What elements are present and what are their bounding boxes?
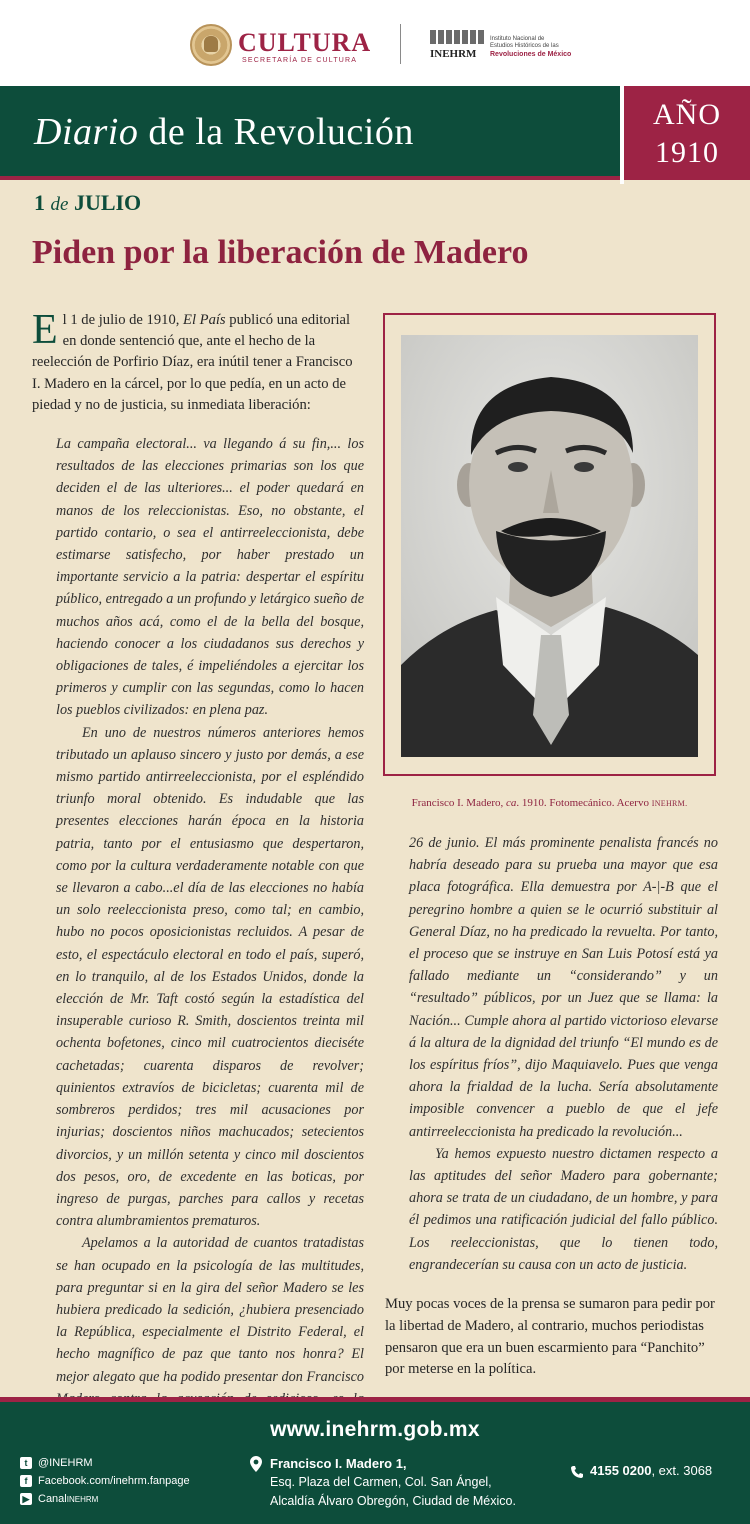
national-seal-icon xyxy=(190,24,232,66)
entry-date xyxy=(34,190,141,216)
youtube-link[interactable] xyxy=(20,1490,190,1508)
quote-paragraph-3: Apelamos a la autoridad de cuantos tratadistas se han ocupado en la psicología de las multitudes, para preguntar si en la gira del señor Madero se les hubiera predicado la sedición, ¿hubiera presenciado la República, especialmente el Distrito Federal, el hecho magnífico de paz que tanto nos honra? El mejor alegato que ha podido presentar don Francisco xyxy=(56,1235,364,1385)
phone-ext-prefix: , ext. 3068 xyxy=(651,1463,713,1478)
year-value: 1910 xyxy=(655,136,719,169)
quote-paragraph-4: 26 de junio. El más prominente penalista francés no habría deseado para su prueba una mayor que esa placa fotográfica. Ella demuestra por A-|-B que el peregrino hombre a quien se le ocurrió substituir al General Díaz, no ha predicado la revuelta. Por tanto, el proceso que se instruye en San Luis Potosí está ya fallado mediante un “considerando” y un “resultado” públicos, por un Juez que se llama: la Nación... Cumple ahora al partido victorioso elevarse á la altura de la dignidad del triunfo “El mundo es de los espíritus fríos”, dijo Maquiavelo. Pues que venga ahora la frialdad de la lucha. Sería absolutamente imposible convencer a pueblo de que el jefe antirreeleccionista ha predicado la revolución... xyxy=(409,835,718,1140)
closing-paragraph: Muy pocas voces de la prensa se sumaron para pedir por la libertad de Madero, al contrario, muchos periodistas pensaron que era un buen escarmiento para “Panchito” por meterse en la política. xyxy=(385,1296,715,1378)
inehrm-logo-line1: Instituto Nacional de xyxy=(490,36,545,42)
youtube-icon: ▶ xyxy=(20,1493,32,1505)
facebook-icon: f xyxy=(20,1475,32,1487)
address-line-3: Alcaldía Álvaro Obregón, Ciudad de México. xyxy=(270,1494,516,1508)
date-day: 1 xyxy=(34,190,45,215)
publication-title xyxy=(34,110,414,154)
quote-column-right xyxy=(409,832,718,1276)
intro-paragraph xyxy=(32,307,364,416)
inehrm-logo-word: INEHRM xyxy=(430,48,477,60)
twitter-link[interactable] xyxy=(20,1454,190,1472)
caption-text-2: . 1910. Fotomecánico. Acervo xyxy=(516,797,652,809)
facebook-url: Facebook.com/inehrm.fanpage xyxy=(38,1475,190,1487)
phone-icon xyxy=(570,1465,584,1479)
quote-column-left xyxy=(56,433,364,1432)
youtube-prefix: Canal xyxy=(38,1493,67,1505)
location-pin-icon xyxy=(250,1456,262,1472)
intro-text-2: publicó una editorial en donde sentenció que, ante el hecho de la reelección de Porfirio Díaz, era inútil tener a Francisco I. Madero en la cárcel, por lo que pedía, en un acto de piedad y no de justicia, su inmediata liberación: xyxy=(32,312,353,413)
publication-title-rest: de la Revolución xyxy=(138,111,414,153)
twitter-handle: @INEHRM xyxy=(38,1457,93,1469)
footer xyxy=(0,1402,750,1524)
address-line-1: Francisco I. Madero 1, xyxy=(270,1456,407,1471)
website-link[interactable]: www.inehrm.gob.mx xyxy=(270,1418,480,1441)
article-headline: Piden por la liberación de Madero xyxy=(32,234,529,271)
postal-address xyxy=(270,1454,516,1511)
facebook-link[interactable] xyxy=(20,1472,190,1490)
caption-ca: ca xyxy=(506,797,517,809)
quote-paragraph-5: Ya hemos expuesto nuestro dictamen respecto a las aptitudes del señor Madero para gobernante; ahora se trata de un ciudadano, de un hombre, y para él pedimos una ratificación judicial del fallo público. Los reeleccionistas, que lo tienen todo, engrandecerían su causa con un acto de justicia. xyxy=(409,1145,718,1273)
title-banner xyxy=(0,86,620,180)
date-month: JULIO xyxy=(73,190,142,215)
quote-paragraph-2: En uno de nuestros números anteriores hemos tributado un aplauso sincero y justo por demás, a ese mismo partido antirreeleccionista, por el espléndido triunfo moral obtenido. Es indudable que las presentes elecciones harán época en la historia patria, tanto por el entusiasmo que despertaron, como por la cultura verdaderamente notable con que se llevaron a cabo...el día de las elecciones no había un solo reeleccionista preso, como tal; en cambio, hubo no pocos oposicionistas recluidos. A pesar de esto, el espectáculo electoral en todo el país, superó, en lo tranquilo, al de los Estados Unidos, donde la elección de Mr. Taft costó según la estadística del insuperable curioso R. Smith, doscientos treinta mil ochenta bofetones, cinco mil cuatrocientos dieciséte cachetadas; cuarenta disparos de revolver; quinientos extravíos de bicicletas; cuarenta mil de sombreros perdidos; tres mil acusaciones por injurias; doscientos niños machucados; setecientos divorcios, y un millón setenta y cinco mil doscientos dos pesos, oro, de excedente en las boticas, por ingreso de purgas, parches para callos y recetas contra alumbramientos prematuros. xyxy=(56,724,364,1230)
intro-newspaper-name: El País xyxy=(183,312,226,328)
logo-divider xyxy=(400,24,401,64)
year-badge xyxy=(624,86,750,180)
inehrm-logo-line2: Estudios Históricos de las xyxy=(490,43,559,49)
inehrm-logo-line3: Revoluciones de México xyxy=(490,51,572,58)
address-line-2: Esq. Plaza del Carmen, Col. San Ángel, xyxy=(270,1475,492,1489)
social-links xyxy=(20,1454,190,1508)
cultura-logo-subtitle: SECRETARÍA DE CULTURA xyxy=(242,57,358,64)
quote-paragraph-1: La campaña electoral... va llegando á su fin,... los resultados de las elecciones primarias son los que deciden el de las ulteriores... el poder quedará en manos de los releccionistas. Eso, no obstante, el partido contario, o sea el antirreeleccionista, debe estimarse satisfecho, por haber prestado un importante servicio a la patria: despertar el espíritu público, entregado a un profundo y letárgico sueño de muchos años acá, como el de la bella del bosque, haciendo conocer a los ciudadanos sus derechos y obligaciones de tales, é impeliéndoles a ejercitar los primeros y cumplir con las segundas, como lo hacen los pueblos civilizados: en plena paz. xyxy=(56,436,364,719)
cultura-logo-title: CULTURA xyxy=(238,28,372,57)
phone-number[interactable] xyxy=(590,1463,712,1478)
intro-text-1: l 1 de julio de 1910, xyxy=(62,312,184,328)
portrait-illustration xyxy=(401,335,698,757)
twitter-icon: t xyxy=(20,1457,32,1469)
caption-acervo: INEHRM. xyxy=(651,799,688,808)
logo-bar xyxy=(0,0,750,86)
caption-text-1: Francisco I. Madero, xyxy=(411,797,506,809)
drop-cap: E xyxy=(32,307,58,353)
photo-caption xyxy=(383,797,716,809)
madero-portrait-photo xyxy=(401,335,698,757)
youtube-channel: INEHRM xyxy=(66,1494,99,1504)
date-de: de xyxy=(50,194,69,215)
publication-title-italic: Diario xyxy=(34,111,139,153)
phone-main: 4155 0200 xyxy=(590,1463,652,1478)
year-label: AÑO xyxy=(653,98,721,131)
